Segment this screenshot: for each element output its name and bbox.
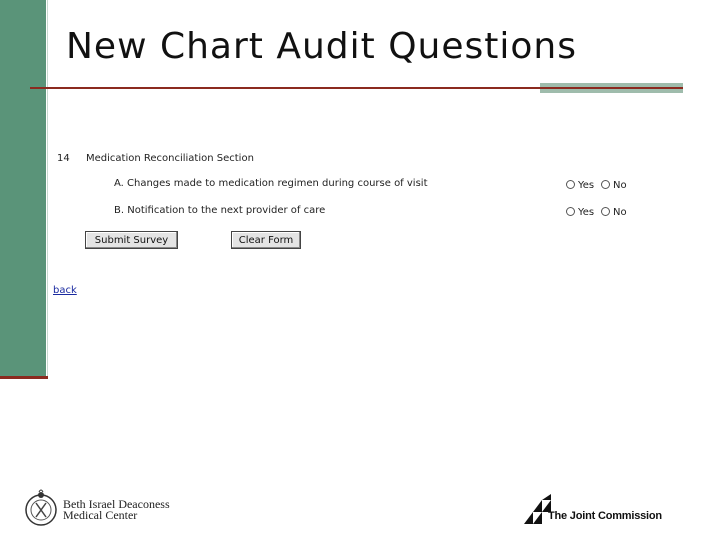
- item-b-no-label: No: [613, 207, 627, 218]
- left-band-edge: [47, 0, 48, 378]
- left-decorative-band: [0, 0, 46, 378]
- bidmc-line-2: Medical Center: [63, 508, 138, 522]
- bidmc-logo-text: [63, 499, 170, 521]
- joint-commission-logo-text: The Joint Commission: [548, 510, 662, 522]
- item-a-yes-label: Yes: [578, 180, 595, 191]
- item-b-yes-radio[interactable]: [566, 207, 575, 216]
- back-link[interactable]: back: [53, 285, 77, 296]
- left-band-underline: [0, 376, 48, 379]
- slide-title: New Chart Audit Questions: [66, 26, 577, 67]
- clear-form-button[interactable]: Clear Form: [231, 231, 301, 249]
- item-a-no-label: No: [613, 180, 627, 191]
- item-a-no-radio[interactable]: [601, 180, 610, 189]
- title-rule: [30, 87, 540, 89]
- bidmc-line-1: Beth Israel Deaconess: [63, 497, 170, 511]
- submit-survey-button[interactable]: Submit Survey: [85, 231, 178, 249]
- item-b-yes-label: Yes: [578, 207, 595, 218]
- bidmc-seal-icon: [22, 489, 60, 529]
- title-rule-accent-line: [540, 87, 683, 89]
- item-a-yes-radio[interactable]: [566, 180, 575, 189]
- question-title: Medication Reconciliation Section: [86, 153, 254, 164]
- item-b-no-radio[interactable]: [601, 207, 610, 216]
- question-number: 14: [57, 153, 70, 164]
- item-b-label: B. Notification to the next provider of care: [114, 205, 326, 216]
- item-a-label: A. Changes made to medication regimen during course of visit: [114, 178, 428, 189]
